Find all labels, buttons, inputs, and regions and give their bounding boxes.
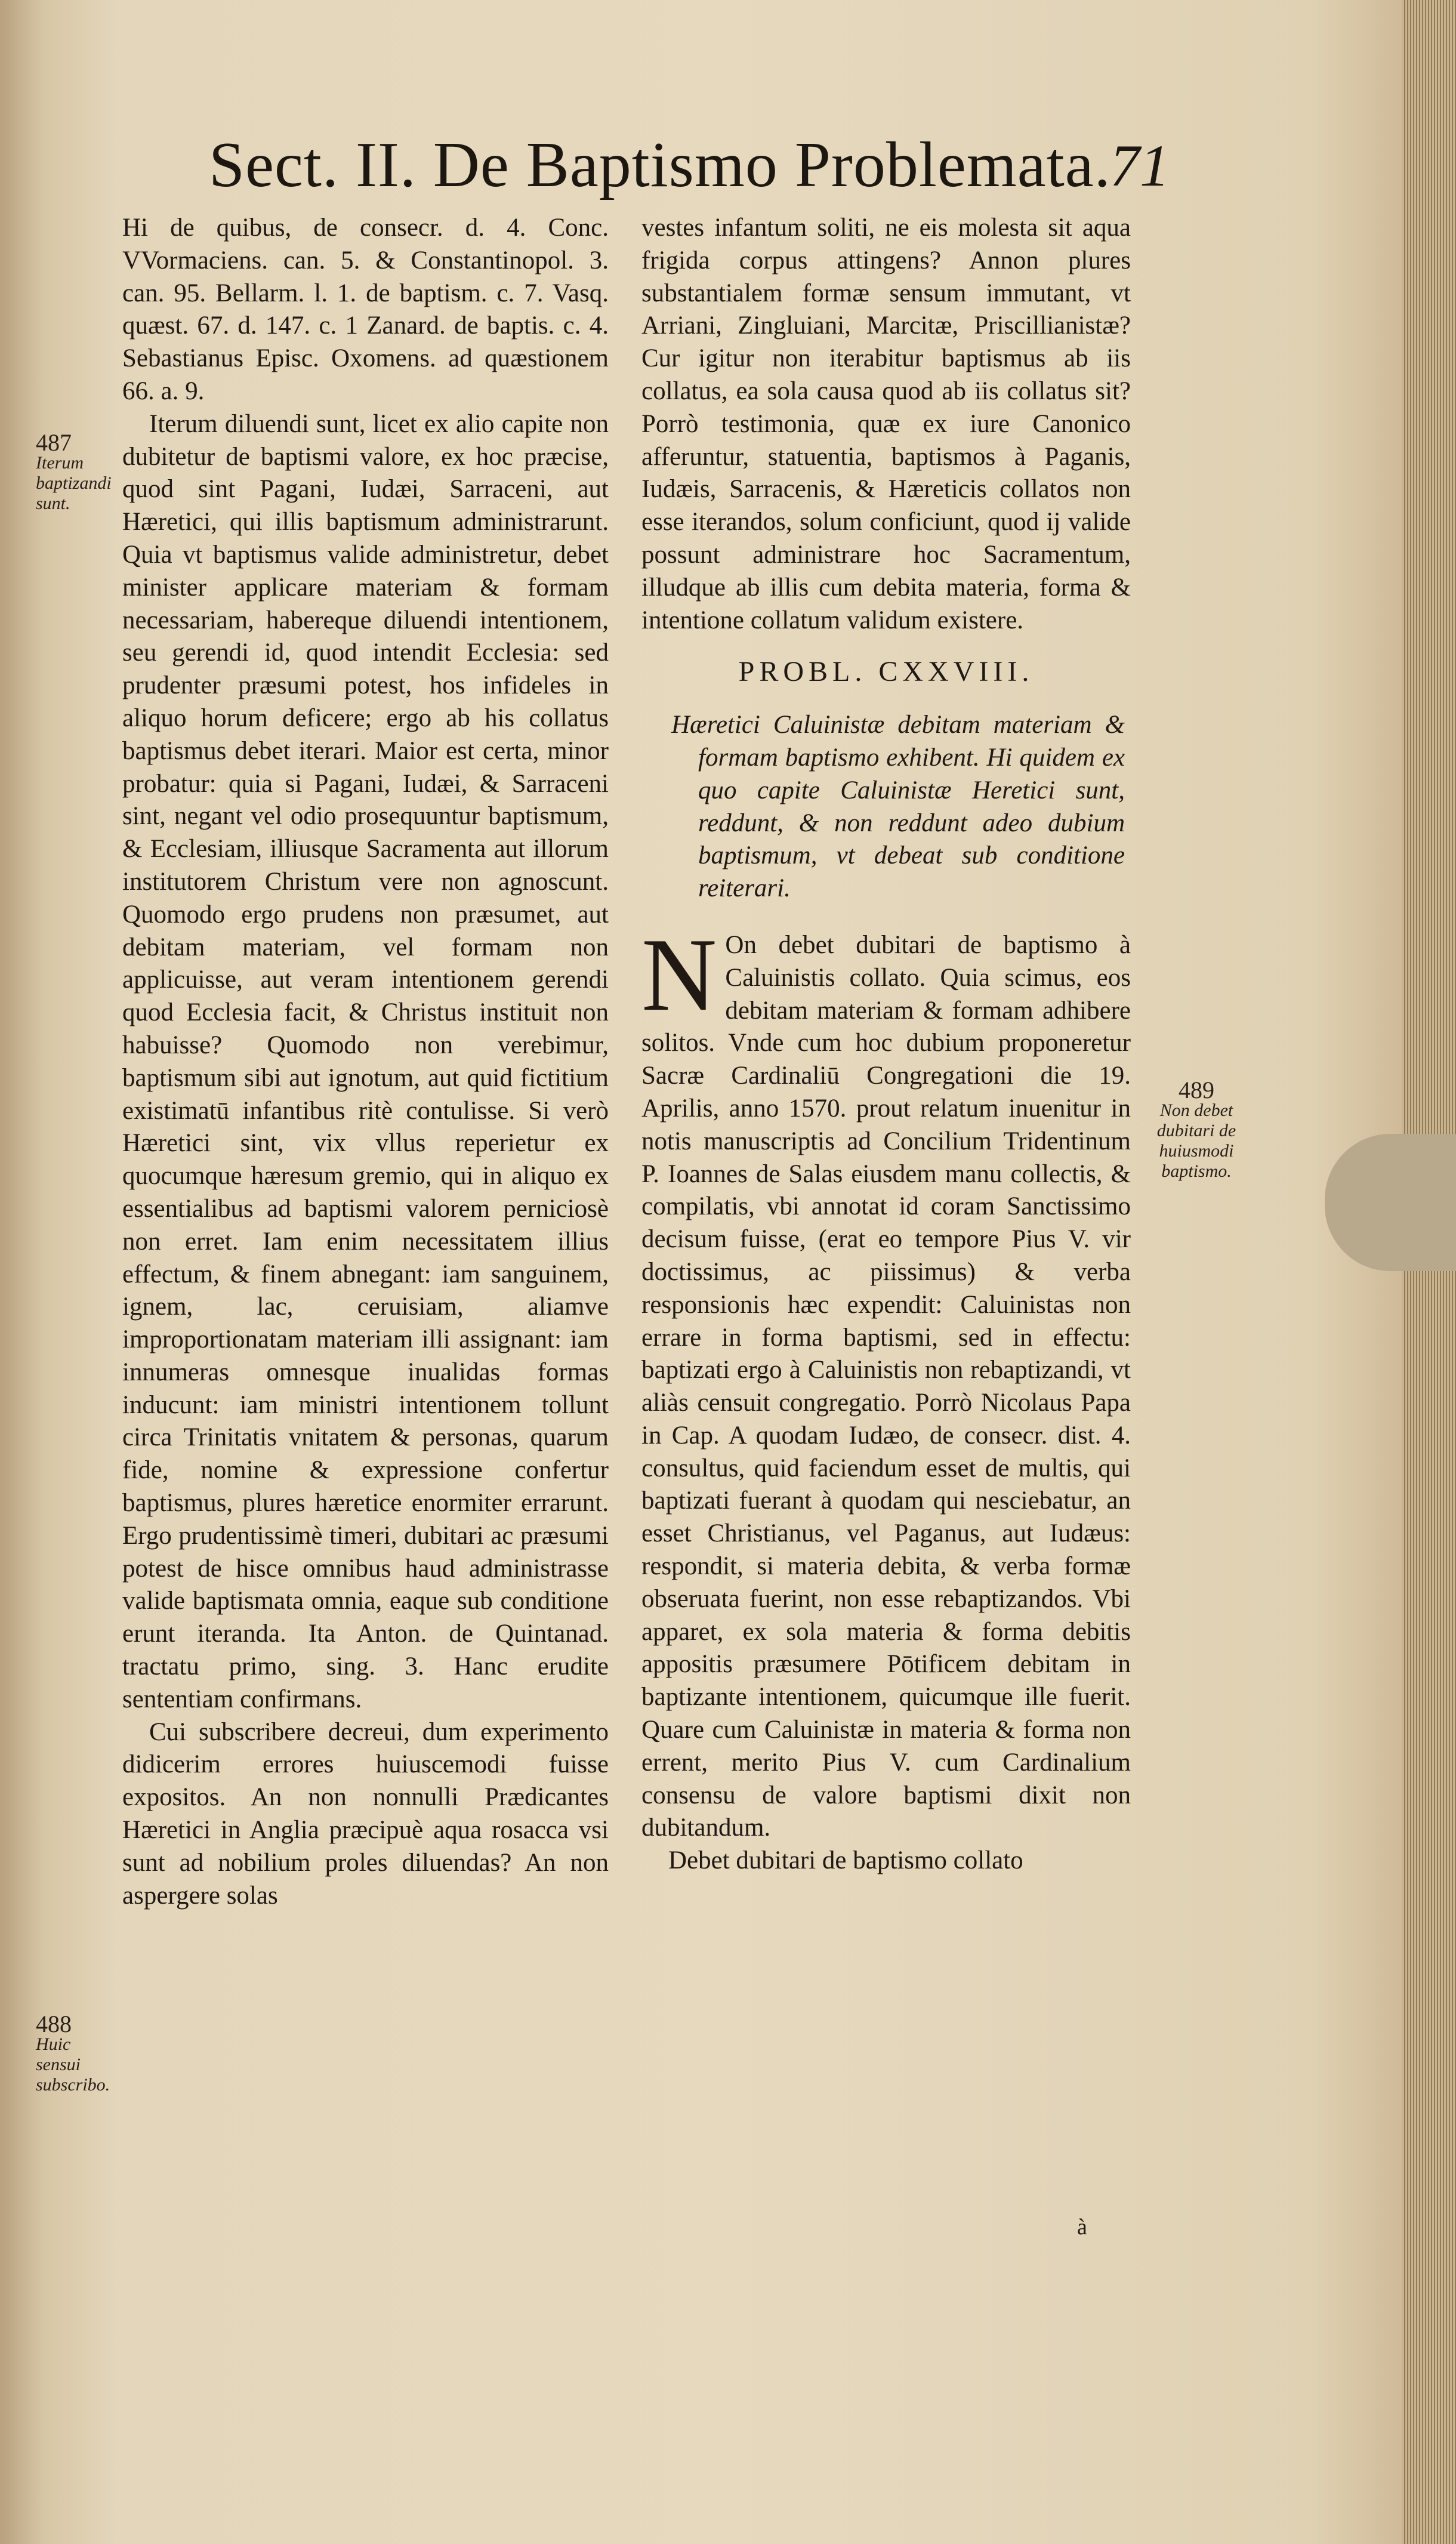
paragraph-last-line: Debet dubitari de baptismo collato: [668, 1846, 1023, 1875]
paragraph-subscribe: Cui subscribere decreui, dum experimento didicerim errores huiuscemodi fuisse expositos. An non nonnulli Prædicantes Hæretici in Anglia præcipuè aqua rosacca vsi sunt ad nobilium proles diluendas? An non aspergere solas: [122, 1717, 609, 1910]
margin-note-489: [1134, 1077, 1259, 1182]
right-column: [641, 212, 1131, 1877]
catchword: à: [1077, 2215, 1087, 2240]
margin-number: 488: [36, 2010, 72, 2037]
page-edge-stack: [1402, 0, 1456, 2544]
margin-number: 489: [1179, 1077, 1214, 1103]
paragraph-continuation: vestes infantum soliti, ne eis molesta sit aqua frigida corpus attingens? Annon plures substantialem formæ sensum immutant, vt Arriani, Zingluiani, Marcitæ, Priscillianistæ? Cur igitur non iterabitur baptismus ab iis collatus, ea sola causa quod ab iis collatus sit? Porrò testimonia, quæ ex iure Canonico afferuntur, statuentia, baptismos à Paganis, Iudæis, Sarracenis, & Hæreticis collatos non esse iterandos, solum conficiunt, quod ij valide possunt administrare hoc Sacramentum, illudque ab illis cum debita materia, forma & intentione collatum validum existere.: [641, 214, 1131, 634]
bookmark-tab: [1325, 1134, 1456, 1271]
running-head: [209, 128, 1187, 206]
margin-text: Huic sensui subscribo.: [36, 2034, 110, 2095]
drop-cap: N: [641, 916, 717, 1032]
left-column: [122, 212, 609, 1912]
paragraph-citations: Hi de quibus, de consecr. d. 4. Conc. VVormaciens. can. 5. & Constantinopol. 3. can. 95. Bellarm. l. 1. de baptism. c. 7. Vasq. quæst. 67. d. 147. c. 1 Zanard. de baptis. c. 4. Sebastianus Episc. Oxomens. ad quæstionem 66. a. 9.: [122, 214, 609, 405]
running-title: Sect. II. De Baptismo Problemata.: [209, 129, 1111, 201]
main-text: On debet dubitari de baptismo à Caluinistis collato. Quia scimus, eos debitam materiam & formam adhibere solitos. Vnde cum hoc dubium proponeretur Sacræ Cardinaliū Congregationi die 19. Aprilis, anno 1570. prout relatum inuenitur in notis manuscriptis ad Concilium Tridentinum P. Ioannes de Salas eiusdem manu collectis, & compilatis, vbi annotat id coram Sanctissimo decisum fuisse, (erat eo tempore Pius V. vir doctissimus, ac piissimus) & verba responsionis hæc expendit: Caluinistas non errare in forma baptismi, sed in effectu: baptizati ergo à Caluinistis non rebaptizandi, vt aliàs censuit congregatio. Porrò Nicolaus Papa in Cap. A quodam Iudæo, de consecr. dist. 4. consultus, quid faciendum esset de multis, qui baptizati fuerant à quodam qui nesciebatur, an esset Christianus, vel Paganus, aut Iudæus: respondit, si materia debita, & verba formæ obseruata fuerint, non esse rebaptizandos. Vbi apparet, ex sola materia & forma debitis appositis præsumere Pōtificem debitam in baptizante intentionem, quicumque ille fuerit. Quare cum Caluinistæ in materia & forma non errent, merito Pius V. cum Cardinalium consensu de valore baptismi dixit non dubitandum.: [641, 930, 1131, 1842]
paragraph-argument: Iterum diluendi sunt, licet ex alio capite non dubitetur de baptismi valore, ex hoc præcise, quod sint Pagani, Iudæi, Sarraceni, aut Hæretici, qui illis baptismum administrarunt. Quia vt baptismus valide administretur, debet minister applicare materiam & formam necessariam, habereque diluendi intentionem, seu gerendi id, quod intendit Ecclesia: sed prudenter præsumi potest, hos infideles in aliquo horum deficere; ergo ab his collatus baptismus debet iterari. Maior est certa, minor probatur: quia si Pagani, Iudæi, & Sarraceni sint, negant vel odio prosequuntur baptismum, & Ecclesiam, illiusque Sacramenta aut illorum institutorem Christum vere non agnoscunt. Quomodo ergo prudens non præsumet, aut debitam materiam, vel formam non applicuisse, aut veram intentionem gerendi quod Ecclesia facit, & Christus instituit non habuisse? Quomodo non verebimur, baptismum sibi aut ignotum, aut quid fictitium existimatū infantibus ritè contulisse. Si verò Hæretici sint, vix vllus reperietur ex quocumque hæresum gremio, qui in aliquo ex essentialibus ad baptismi valorem perniciosè non erret. Iam enim necessitatem illius effectum, & finem abnegant: iam sanguinem, ignem, lac, ceruisiam, aliamve improportionatam materiam illi assignant: iam innumeras omnesque inualidas formas inducunt: iam ministri intentionem tollunt circa Trinitatis vnitatem & personas, quarum fide, nomine & expressione confertur baptismus, plures hæretice enormiter errarunt. Ergo prudentissimè timeri, dubitari ac præsumi potest de hisce omnibus haud administrasse valide baptismata omnia, eaque sub conditione erunt iteranda. Ita Anton. de Quintanad. tractatu primo, sing. 3. Hanc erudite sententiam confirmans.: [122, 409, 609, 1713]
margin-text: Iterum baptizandi sunt.: [36, 453, 112, 513]
problem-summary: Hæretici Caluinistæ debitam materiam & formam baptismo exhibent. Hi quidem ex quo capite Caluinistæ Heretici sunt, reddunt, & non reddunt adeo dubium baptismum, vt debeat sub conditione reiterari.: [671, 711, 1125, 903]
margin-note-488: [36, 2010, 113, 2095]
page-number: 71: [1110, 132, 1170, 199]
margin-note-487: [36, 429, 113, 514]
problem-heading: PROBL. CXXVIII.: [738, 656, 1034, 688]
paragraph-main: [641, 916, 1131, 1845]
margin-text: Non debet dubitari de huiusmodi baptismo.: [1156, 1100, 1236, 1181]
margin-number: 487: [36, 429, 72, 456]
